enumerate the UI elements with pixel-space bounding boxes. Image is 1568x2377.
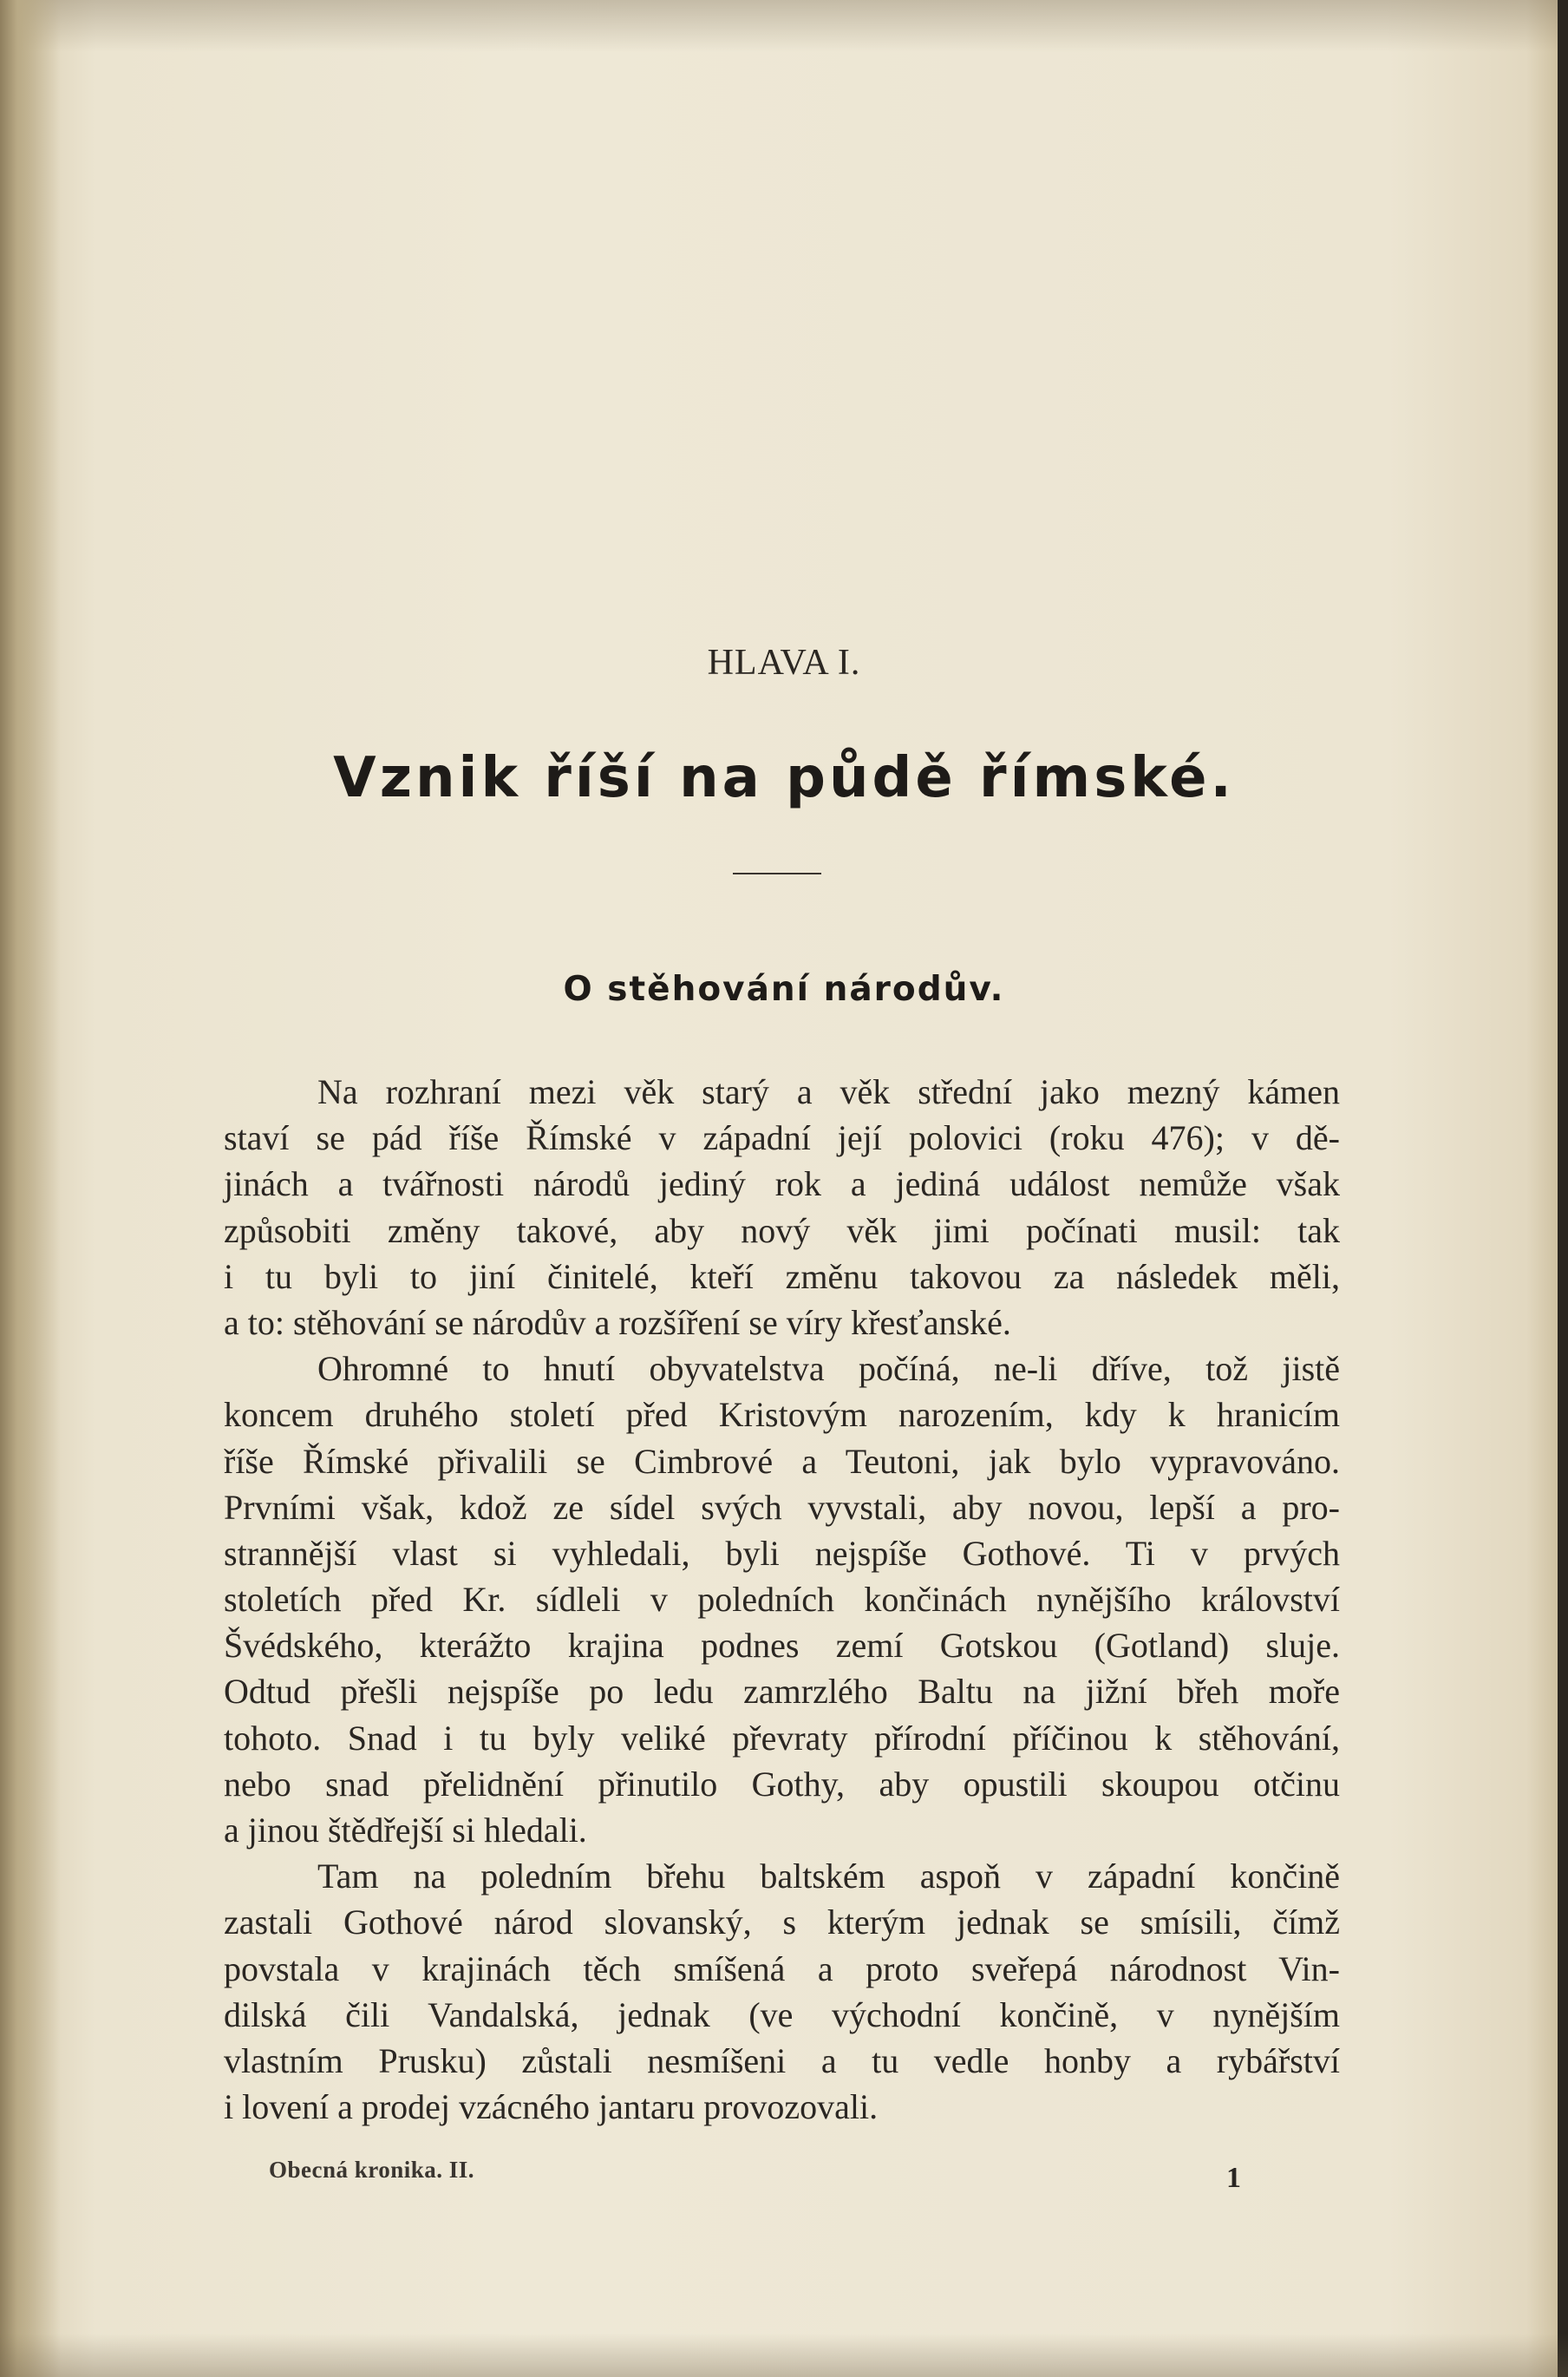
- body-text: [224, 1069, 1340, 2130]
- text-line: zastali Gothové národ slovanský, s kterým jednak se smísili, čímž: [224, 1902, 1340, 1942]
- text-line: i tu byli to jiní činitelé, kteří změnu takovou za následek měli,: [224, 1256, 1340, 1296]
- text-line: stoletích před Kr. sídleli v poledních končinách nynějšího království: [224, 1580, 1340, 1620]
- text-line: povstala v krajinách těch smíšená a proto sveřepá národnost Vin-: [224, 1948, 1340, 1988]
- text-line: říše Římské přivalili se Cimbrové a Teutoni, jak bylo vypravováno.: [224, 1441, 1340, 1481]
- page-spine-shadow: [0, 0, 61, 2377]
- text-line: způsobiti změny takové, aby nový věk jimi počínati musil: tak: [224, 1210, 1340, 1250]
- text-line: a to: stěhování se národův a rozšíření se víry křesťanské.: [224, 1302, 1011, 1342]
- page-edge: [1558, 0, 1568, 2377]
- text-line: nebo snad přelidnění přinutilo Gothy, aby opustili skoupou otčinu: [224, 1764, 1340, 1804]
- text-line: a jinou štědřejší si hledali.: [224, 1811, 587, 1850]
- text-line: i lovení a prodej vzácného jantaru provozovali.: [224, 2087, 879, 2127]
- text-line: koncem druhého století před Kristovým narozením, kdy k hranicím: [224, 1395, 1340, 1435]
- paragraph-1: [224, 1069, 1340, 1346]
- section-heading: O stěhování národův.: [563, 970, 1005, 1009]
- text-line: Odtud přešli nejspíše po ledu zamrzlého Baltu na jižní břeh moře: [224, 1672, 1340, 1712]
- text-line: Na rozhraní mezi věk starý a věk střední jako mezný kámen: [317, 1072, 1340, 1111]
- text-line: strannější vlast si vyhledali, byli nejspíše Gothové. Ti v prvých: [224, 1533, 1340, 1573]
- chapter-label: HLAVA I.: [707, 643, 861, 683]
- paragraph-3: [224, 1853, 1340, 2130]
- text-line: jinách a tvářnosti národů jediný rok a jediná událost nemůže však: [224, 1164, 1340, 1204]
- text-line: vlastním Prusku) zůstali nesmíšeni a tu vedle honby a rybářství: [224, 2040, 1340, 2080]
- text-line: tohoto. Snad i tu byly veliké převraty přírodní příčinou k stěhování,: [224, 1718, 1340, 1758]
- paragraph-2: [224, 1346, 1340, 1853]
- chapter-title: Vznik říší na půdě římské.: [333, 746, 1235, 810]
- text-line: Švédského, kterážto krajina podnes zemí Gotskou (Gotland) sluje.: [224, 1626, 1340, 1666]
- text-line: Ohromné to hnutí obyvatelstva počíná, ne-li dříve, tož jistě: [317, 1349, 1340, 1389]
- text-line: dilská čili Vandalská, jednak (ve východní končině, v nynějším: [224, 1994, 1340, 2034]
- footer-book-title: Obecná kronika. II.: [269, 2157, 475, 2183]
- text-line: Tam na poledním břehu baltském aspoň v západní končině: [317, 1856, 1340, 1896]
- text-line: staví se pád říše Římské v západní její polovici (roku 476); v dě-: [224, 1118, 1340, 1158]
- text-line: Prvními však, kdož ze sídel svých vyvstali, aby novou, lepší a pro-: [224, 1487, 1340, 1527]
- page-number: 1: [1226, 2162, 1241, 2194]
- divider-rule: [733, 873, 821, 874]
